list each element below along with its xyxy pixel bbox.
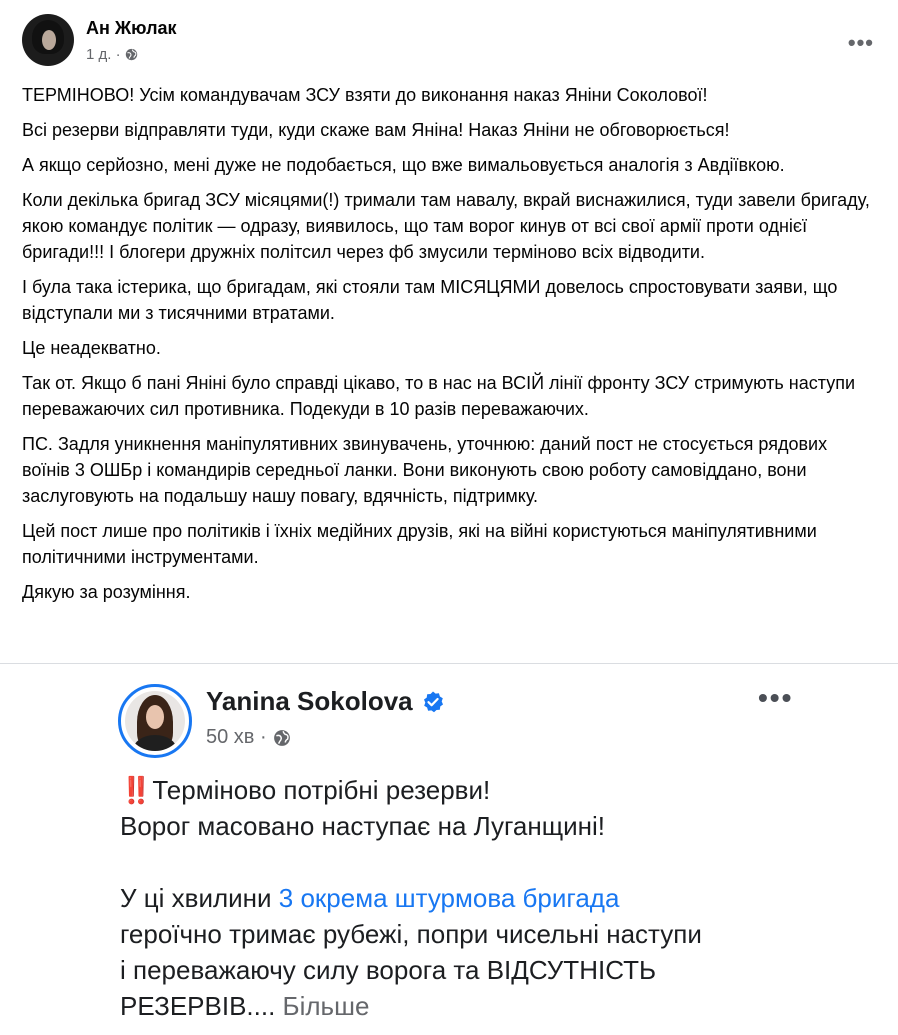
shared-line: [120, 880, 840, 916]
shared-post-text: [120, 772, 840, 1024]
shared-author-avatar: [118, 684, 192, 758]
globe-icon: [125, 48, 138, 61]
post-paragraph: Це неадекватно.: [22, 338, 161, 358]
post-paragraph: А якщо серйозно, мені дуже не подобається, що вже вимальовується аналогія з Авдіївкою.: [22, 155, 785, 175]
brigade-link: 3 окрема штурмова бригада: [278, 883, 620, 913]
shared-author-name: Yanina Sokolova: [206, 686, 413, 716]
shared-author-name-row: [206, 686, 445, 717]
shared-post-time: 50 хв ·: [206, 726, 267, 748]
shared-post-meta: [206, 726, 291, 749]
author-name[interactable]: Ан Жюлак: [86, 18, 177, 38]
post-paragraph: Дякую за розуміння.: [22, 582, 191, 602]
post-meta: [86, 46, 138, 63]
shared-line: [120, 772, 840, 808]
see-more-link: Більше: [282, 991, 370, 1021]
post-options-button[interactable]: •••: [847, 30, 874, 55]
post-text: [22, 82, 878, 614]
double-exclamation-icon: ‼️: [120, 775, 153, 805]
shared-line-text: Терміново потрібні резерви!: [152, 775, 491, 805]
post-paragraph: ТЕРМІНОВО! Усім командувачам ЗСУ взяти до виконання наказ Яніни Соколової!: [22, 85, 708, 105]
post-paragraph: Всі резерви відправляти туди, куди скаже вам Яніна! Наказ Яніни не обговорюється!: [22, 120, 730, 140]
post-paragraph: ПС. Задля уникнення маніпулятивних звинувачень, уточнюю: даний пост не стосується рядових воїнів 3 ОШБр і командирів середньої ланки. Вони виконують свою роботу самовіддано, вони заслуговують на подальшу нашу повагу, вдячність, підтримку.: [22, 434, 828, 506]
post-time[interactable]: 1 д. ·: [86, 46, 121, 63]
shared-line: [120, 988, 840, 1024]
post-paragraph: Так от. Якщо б пані Яніні було справді цікаво, то в нас на ВСІЙ лінії фронту ЗСУ стримують наступи переважаючих сил противника. Подекуди в 10 разів переважаючих.: [22, 373, 856, 419]
post-paragraph: Коли декілька бригад ЗСУ місяцями(!) тримали там навалу, вкрай виснажилися, туди завели бригаду, якою командує політик — одразу, виявилось, що там ворог кинув от всі свої армії проти однієї бригади!!! І блогери дружніх політсил через фб змусили терміново всіх відводити.: [22, 190, 870, 262]
post-header: [22, 14, 882, 70]
post-paragraph: Цей пост лише про політиків і їхніх медійних друзів, які на війні користуються маніпулятивними політичними інструментами.: [22, 521, 817, 567]
shared-line: Ворог масовано наступає на Луганщині!: [120, 811, 605, 841]
shared-line: героїчно тримає рубежі, попри чисельні наступи: [120, 919, 702, 949]
shared-line: і переважаючу силу ворога та ВІДСУТНІСТЬ: [120, 955, 657, 985]
shared-post-options-icon: •••: [758, 682, 794, 713]
globe-icon: [273, 729, 291, 747]
author-avatar[interactable]: [22, 14, 74, 66]
verified-badge-icon: [421, 690, 445, 714]
shared-post-screenshot[interactable]: [0, 664, 898, 1035]
shared-line-text: У ці хвилини: [120, 883, 279, 913]
shared-line-text: РЕЗЕРВІВ....: [120, 991, 276, 1021]
post-paragraph: І була така істерика, що бригадам, які стояли там МІСЯЦЯМИ довелось спростовувати заяви, що відступали ми з тисячними втратами.: [22, 277, 838, 323]
